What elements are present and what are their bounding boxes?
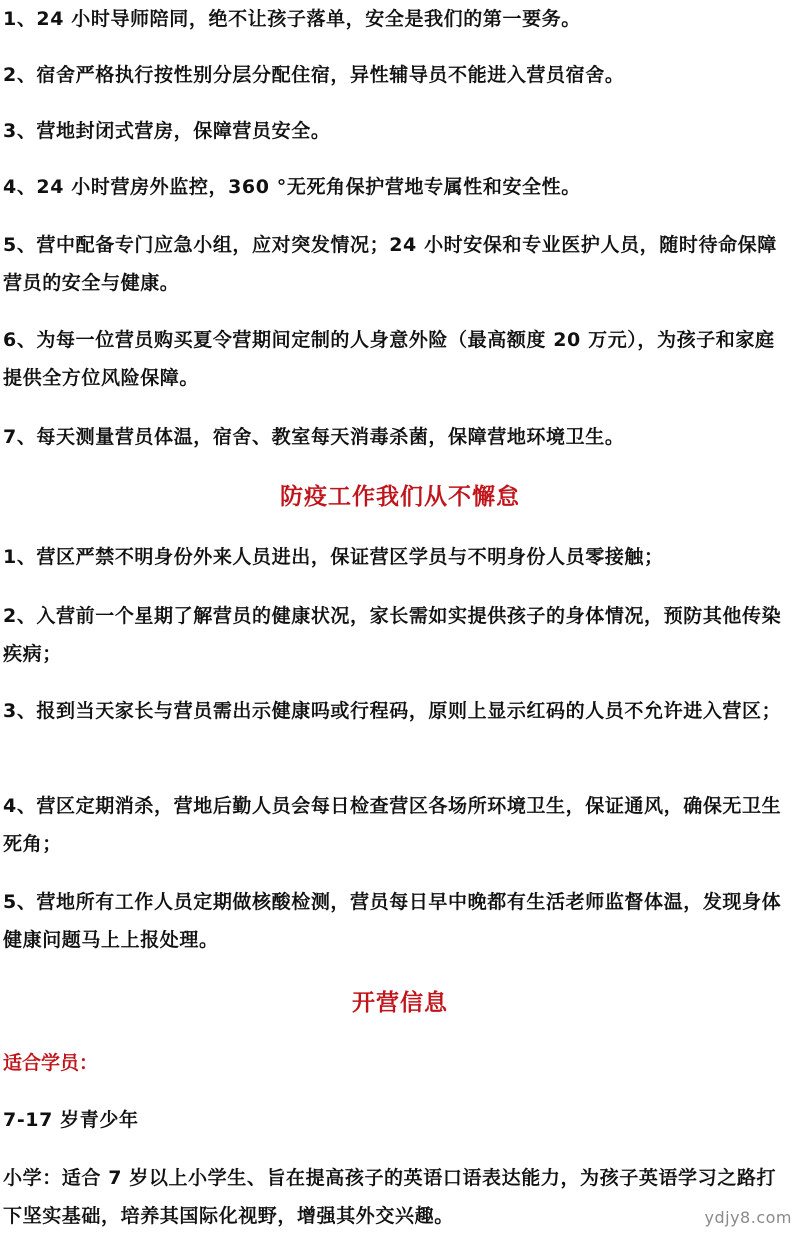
- safety-item-7: 7、每天测量营员体温，宿舍、教室每天消毒杀菌，保障营地环境卫生。: [3, 426, 625, 448]
- suitable-students-label: 适合学员：: [3, 1052, 99, 1074]
- epidemic-item-1: 1、营区严禁不明身份外来人员进出，保证营区学员与不明身份人员零接触；: [3, 546, 664, 568]
- safety-item-2: 2、宿舍严格执行按性别分层分配住宿，异性辅导员不能进入营员宿舍。: [3, 64, 625, 86]
- epidemic-item-2: 2、入营前一个星期了解营员的健康状况，家长需如实提供孩子的身体情况，预防其他传染疾病；: [3, 605, 782, 665]
- camp-info-heading: 开营信息: [352, 990, 448, 1016]
- safety-item-1: 1、24 小时导师陪同，绝不让孩子落单，安全是我们的第一要务。: [3, 8, 581, 30]
- safety-item-5: 5、营中配备专门应急小组，应对突发情况；24 小时安保和专业医护人员，随时待命保障营员的安全与健康。: [3, 234, 777, 294]
- epidemic-item-4: 4、营区定期消杀，营地后勤人员会每日检查营区各场所环境卫生，保证通风，确保无卫生死角；: [3, 795, 782, 855]
- primary-school-text: 小学：适合 7 岁以上小学生、旨在提高孩子的英语口语表达能力，为孩子英语学习之路打下坚实基础，培养其国际化视野，增强其外交兴趣。: [3, 1167, 777, 1227]
- site-watermark: ydjy8.com: [704, 1208, 792, 1227]
- epidemic-heading: 防疫工作我们从不懈怠: [280, 484, 520, 510]
- safety-item-3: 3、营地封闭式营房，保障营员安全。: [3, 120, 331, 142]
- safety-item-4: 4、24 小时营房外监控，360 °无死角保护营地专属性和安全性。: [3, 176, 581, 198]
- epidemic-item-3: 3、报到当天家长与营员需出示健康吗或行程码，原则上显示红码的人员不允许进入营区；: [3, 700, 782, 722]
- age-range-text: 7-17 岁青少年: [3, 1109, 139, 1131]
- safety-item-6: 6、为每一位营员购买夏令营期间定制的人身意外险（最高额度 20 万元），为孩子和家庭提供全方位风险保障。: [3, 329, 775, 389]
- epidemic-item-5: 5、营地所有工作人员定期做核酸检测，营员每日早中晚都有生活老师监督体温，发现身体健康问题马上上报处理。: [3, 891, 782, 951]
